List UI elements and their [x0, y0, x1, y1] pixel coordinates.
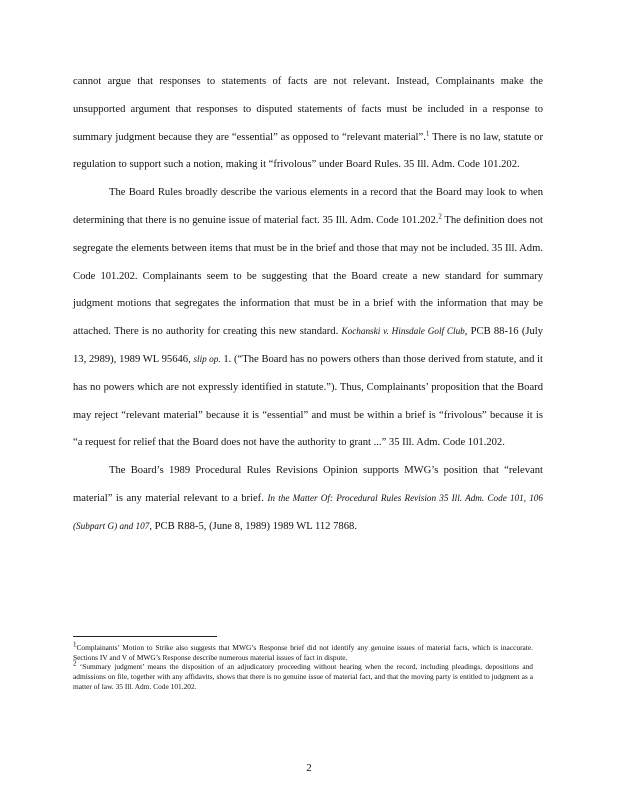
paragraph-1: cannot argue that responses to statements of facts are not relevant. Instead, Complainants make the unsupported argument that responses to disputed statements of facts must be included in a response to summary judgment because they are “essential” as opposed to “relevant material”.$^1$ There is no law, statute or regulation to support such a notion, making it “frivolous” under Board Rules. 35 Ill. Adm. Code 101.202. [73, 76, 544, 171]
footnote-1: $^1$Complainants’ Motion to Strike also suggests that MWG’s Response brief did not identify any genuine issues of material facts, which is inaccurate. Sections IV and V of MWG’s Response describe numerous material issues of fact in dispute. [73, 640, 533, 662]
footnotes [73, 640, 533, 692]
footnote-2: $^2$ ‘Summary judgment’ means the disposition of an adjudicatory proceeding without hearing when the record, including pleadings, depositions and admissions on file, together with any affidavits, shows that there is no genuine issue of material fact, and that the moving party is entitled to judgment as a matter of law. 35 Ill. Adm. Code 101.202. [73, 659, 533, 691]
body-text [73, 68, 543, 541]
case-citation-kochanski: Kochanski v. Hinsdale Golf Club [341, 326, 465, 337]
footnote-divider [73, 636, 217, 637]
citation-slip-op: slip op. [193, 353, 221, 364]
paragraph-2: The Board Rules broadly describe the various elements in a record that the Board may look to when determining that there is no genuine issue of material fact. 35 Ill. Adm. Code 101.202.$^2$ The definition does not segregate the elements between items that must be in the brief and those that may not be included. 35 Ill. Adm. Code 101.202. Complainants seem to be suggesting that the Board create a new standard for summary judgment motions that segregates the information that must be in a brief with the information that may be attached. There is no authority for creating this new standard. Kochanski v. Hinsdale Golf Club, PCB 88-16 (July 13, 2989), 1989 WL 95646, slip op. 1. (“The Board has no powers others than those derived from statute, and it has no powers which are not expressly identified in statute.”). Thus, Complainants’ proposition that the Board may reject “relevant material” because it is “essential” and must be within a brief is “frivolous” because it is “a request for relief that the Board does not have the authority to grant ...” 35 Ill. Adm. Code 101.202. [73, 187, 544, 449]
footnote-ref-1: 1 [425, 129, 430, 138]
page-number: 2 [306, 762, 312, 774]
footnote-ref-2: 2 [438, 212, 442, 221]
case-citation-procedural-rules: In the Matter Of: Procedural Rules Revision 35 Ill. Adm. Code 101, 106 (Subpart G) and 107 [73, 492, 543, 531]
paragraph-3: The Board’s 1989 Procedural Rules Revisions Opinion supports MWG’s position that “relevant material” is any material relevant to a brief. In the Matter Of: Procedural Rules Revision 35 Ill. Adm. Code 101, 106 (Subpart G) and 107, PCB R88-5, (June 8, 1989) 1989 WL 112 7868. [73, 465, 543, 532]
